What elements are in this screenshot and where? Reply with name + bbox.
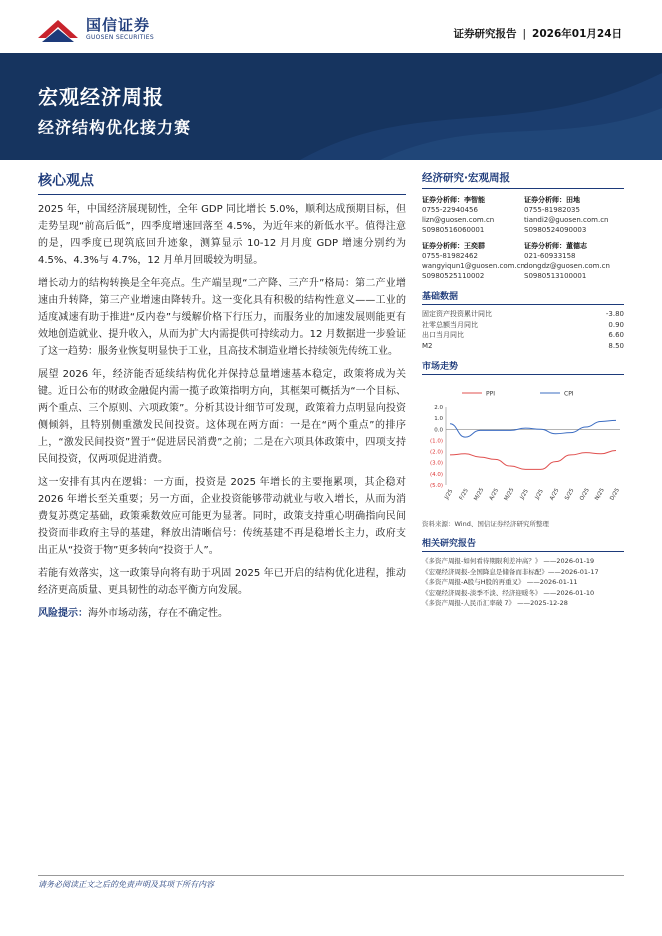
basic-data-value: 0.90 — [608, 320, 624, 329]
disclaimer-footer: 请务必阅读正文之后的免责声明及其项下所有内容 — [38, 875, 624, 890]
sidebar — [422, 170, 624, 609]
y-tick-label: 0.0 — [434, 427, 443, 434]
basic-data-label: M2 — [422, 341, 433, 350]
x-tick-label: J/25 — [519, 488, 530, 501]
paragraph: 展望 2026 年，经济能否延续结构优化并保持总量增速基本稳定，政策将成为关键。近日公布的财政金融促内需一揽子政策指明方向，其框架可概括为“一个目标、两个重点、三个原则、六项政策”。分析其设计细节可发现，政策着力点明显向投资侧倾斜，且特别侧重激发民间投资。这体现在两方面：一是在“两个重点”的排序上，“激发民间投资”置于“促进居民消费”之前；二是在六项具体政策中，四项支持民间投资，仅两项促进消费。 — [38, 369, 406, 465]
analyst-phone: 021-60933158 — [524, 252, 576, 260]
x-tick-label: J/25 — [443, 488, 455, 501]
basic-data-label: 社零总额当月同比 — [422, 320, 478, 329]
analyst-card — [524, 241, 624, 281]
series-line-ppi — [450, 450, 616, 469]
series-line-cpi — [450, 420, 616, 437]
y-tick-label: 1.0 — [434, 416, 443, 423]
guosen-logo-icon — [36, 14, 80, 44]
analyst-card — [422, 241, 525, 281]
main-content — [38, 170, 406, 622]
basic-data-row — [422, 330, 624, 341]
analyst-phone: 0755-81982035 — [524, 206, 580, 214]
analyst-name: 证券分析师：田地 — [524, 196, 580, 204]
analyst-card — [524, 195, 624, 235]
basic-data-value: 6.60 — [608, 331, 624, 339]
y-tick-label: (3.0) — [429, 460, 443, 467]
report-meta: 证券研究报告 | 2026年01月24日 — [453, 28, 622, 40]
paragraph: 这一安排有其内在逻辑：一方面，投资是 2025 年增长的主要拖累项，其企稳对 2026 年增长至关重要；另一方面，企业投资能够带动就业与收入增长，从而为消费复苏奠定基础，政策乘数效应可能更为显著。同时，政策支持重心明确指向民间投资而非政府主导的基建，释放出清晰信号：传统基建不再是稳增长主力，政府支出正从“投资于物”更多转向“投资于人”。 — [38, 477, 406, 556]
y-tick-label: (2.0) — [429, 449, 443, 456]
x-tick-label: D/25 — [609, 487, 622, 502]
basic-data-row — [422, 309, 624, 320]
x-tick-label: F/25 — [458, 487, 470, 502]
basic-data-value: 8.50 — [608, 341, 624, 350]
paragraph: 增长动力的结构转换是全年亮点。生产端呈现“二产降、三产升”格局：第二产业增速由升转降，第三产业增速由降转升。这一变化具有积极的结构性意义——工业的适度减速有助于推进“反内卷”与缓解价格下行压力，而服务业的加速发展则能更有效地创造就业、提升收入，从而为扩大内需提供可持续动力。12 月数据进一步验证了这一趋势：服务业恢复明显快于工业，且高技术制造业增长持续领先传统工业。 — [38, 278, 406, 357]
related-report-link[interactable]: 《多资产周报-A股与H股的再重叉》 ——2026-01-11 — [422, 578, 578, 586]
market-trend-chart — [422, 381, 624, 513]
logo-english: GUOSEN SECURITIES — [86, 34, 155, 41]
related-reports-list — [422, 556, 624, 609]
related-report-link[interactable]: 《多资产周报-如何看待期限利差冲高？》 ——2026-01-19 — [422, 557, 595, 565]
risk-note — [38, 605, 406, 622]
sidebar-title: 经济研究·宏观周报 — [422, 170, 624, 189]
analyst-email[interactable]: tiandi2@guosen.com.cn — [524, 216, 609, 224]
report-date: 2026年01月24日 — [532, 28, 622, 40]
analyst-card — [422, 195, 522, 235]
x-tick-label: M/25 — [503, 487, 516, 502]
basic-data-title: 基础数据 — [422, 289, 624, 305]
basic-data-row — [422, 320, 624, 331]
analyst-email[interactable]: wangyiqun1@guosen.com.cn — [422, 262, 525, 270]
basic-data-label: 固定资产投资累计同比 — [422, 310, 492, 318]
report-subtitle: 经济结构优化接力赛 — [38, 118, 192, 137]
analyst-name: 证券分析师：王奕群 — [422, 242, 485, 250]
analyst-email[interactable]: lizn@guosen.com.cn — [422, 216, 495, 224]
analyst-email[interactable]: dongdz@guosen.com.cn — [524, 262, 610, 270]
logo — [36, 14, 154, 44]
basic-data-label: 出口当月同比 — [422, 331, 464, 339]
y-tick-label: (1.0) — [429, 438, 443, 445]
basic-data-table — [422, 309, 624, 351]
analyst-id: S0980516060001 — [422, 226, 485, 234]
title-banner — [0, 53, 662, 160]
analyst-list — [422, 195, 624, 281]
legend-label: CPI — [564, 390, 574, 398]
logo-name: 国信证券 — [86, 16, 151, 34]
x-tick-label: A/25 — [488, 487, 501, 502]
x-tick-label: J/25 — [534, 488, 545, 501]
report-title: 宏观经济周报 — [38, 85, 164, 109]
analyst-phone: 0755-22940456 — [422, 206, 478, 214]
paragraph: 2025 年，中国经济展现韧性，全年 GDP 同比增长 5.0%，顺利达成预期目标，但走势呈现“前高后低”，四季度增速回落至 4.5%，为近年来的新低水平。值得注意的是，四季度已现筑底回升迹象，测算显示 10-12 月月度 GDP 增速分别约为 4.5%、4.3%与 4.7%，12 月单月回暖较为明显。 — [38, 204, 406, 266]
analyst-id: S0980524090003 — [524, 226, 587, 234]
related-report-link[interactable]: 《多资产周报-人民币汇率破 7》 ——2025-12-28 — [422, 599, 568, 607]
y-tick-label: (5.0) — [429, 483, 443, 489]
related-report-link[interactable]: 《宏观经济周报-淡季不淡、经济迎暖冬》 ——2026-01-10 — [422, 588, 595, 597]
legend-label: PPI — [486, 390, 496, 398]
x-tick-label: S/25 — [564, 487, 576, 502]
risk-text: 海外市场动荡，存在不确定性。 — [88, 608, 228, 619]
report-type: 证券研究报告 — [453, 28, 517, 40]
risk-label: 风险提示： — [38, 608, 88, 619]
x-tick-label: A/25 — [549, 487, 561, 502]
related-reports-title: 相关研究报告 — [422, 536, 624, 552]
chart-source: 资料来源：Wind、国信证券经济研究所整理 — [422, 520, 549, 528]
analyst-id: S0980525110002 — [422, 272, 485, 280]
x-tick-label: M/25 — [473, 487, 486, 502]
x-tick-label: O/25 — [579, 487, 591, 502]
y-tick-label: (4.0) — [429, 471, 443, 478]
analyst-phone: 0755-81982462 — [422, 252, 478, 260]
paragraph: 若能有效落实，这一政策导向将有助于巩固 2025 年已开启的结构优化进程，推动经济更高质量、更具韧性的动态平衡方向发展。 — [38, 568, 406, 596]
analyst-name: 证券分析师：董德志 — [524, 242, 587, 250]
basic-data-row — [422, 341, 624, 352]
y-tick-label: 2.0 — [434, 405, 443, 411]
analyst-name: 证券分析师：李智能 — [422, 196, 485, 204]
x-tick-label: N/25 — [594, 487, 606, 502]
section-title: 核心观点 — [38, 170, 406, 195]
related-report-link[interactable]: 《宏观经济周报-全国降息是储备而非标配》——2026-01-17 — [422, 567, 599, 576]
analyst-id: S0980513100001 — [524, 272, 587, 280]
market-trend-title: 市场走势 — [422, 359, 624, 375]
basic-data-value: -3.80 — [605, 310, 624, 318]
